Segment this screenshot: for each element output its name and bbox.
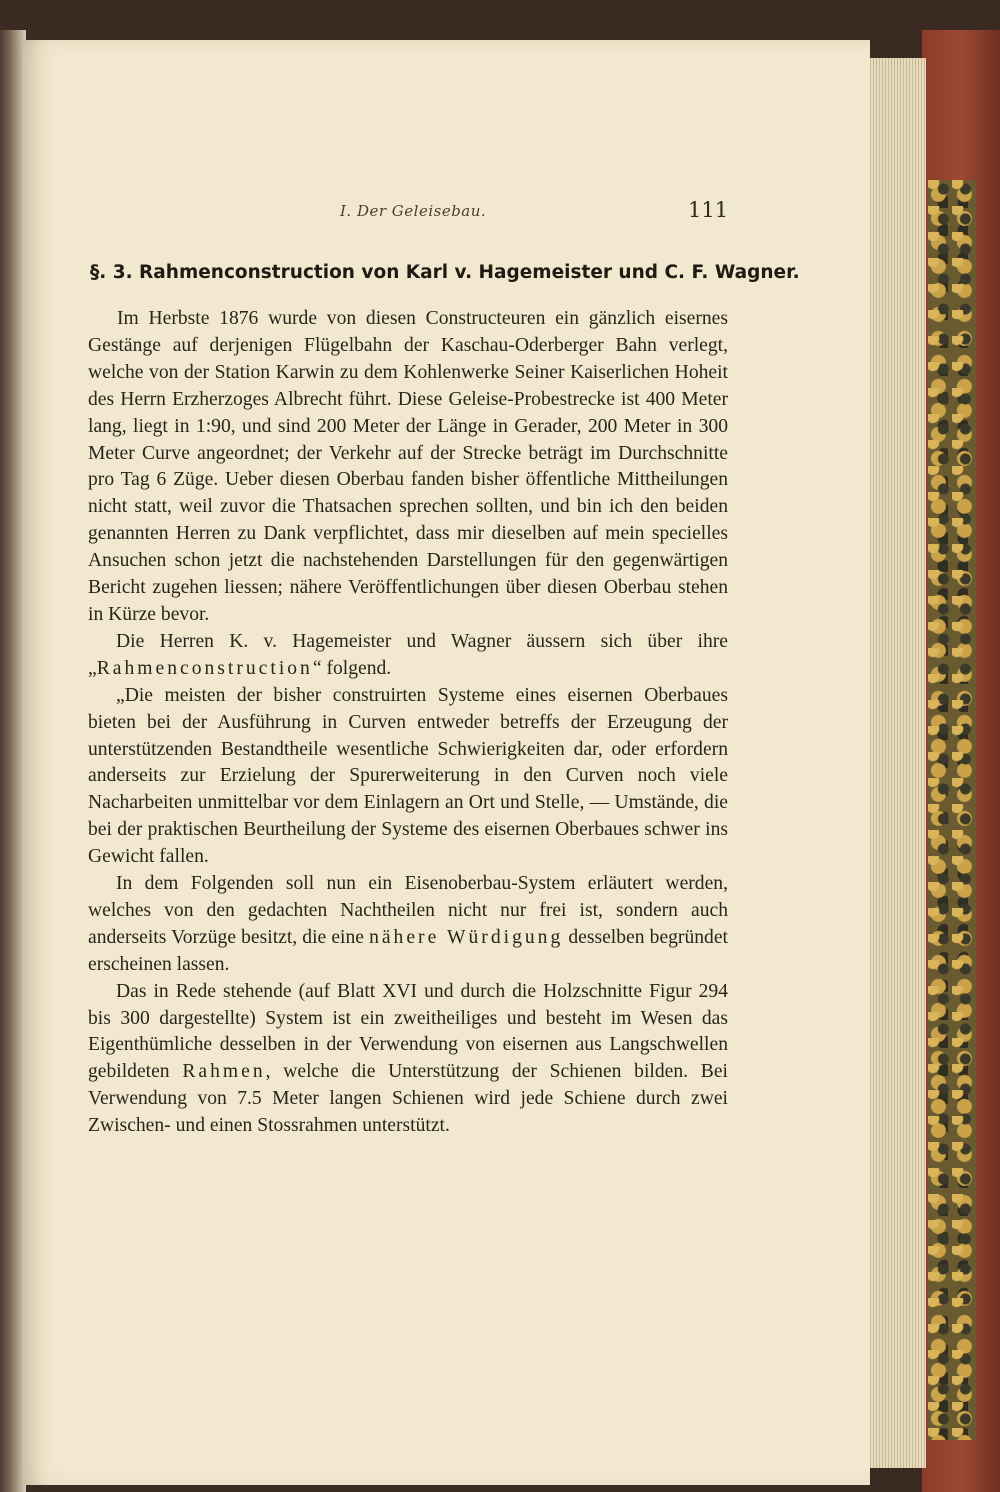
body-text xyxy=(88,306,728,1140)
paragraph-3: „Die meisten der bisher construirten Systeme eines eisernen Oberbaues bieten bei der Ausführung in Curven entweder betreffs der Erzeugung der unterstützenden Bestandtheile wesentliche Schwierigkeiten dar, oder erfordern anderseits zur Erzielung der Spurerweiterung in den Curven noch viele Nacharbeiten unmittelbar vor dem Einlagern an Ort und Stelle, — Umstände, die bei der praktischen Beurtheilung der Systeme des eisernen Oberbaues schwer ins Gewicht fallen. xyxy=(88,684,728,868)
spaced-term: Rahmenconstruction xyxy=(96,657,313,679)
section-heading: §. 3. Rahmenconstruction von Karl v. Hagemeister und C. F. Wagner. xyxy=(90,262,800,283)
spaced-term: nähere Würdigung xyxy=(369,926,564,948)
spaced-term: Rahmen xyxy=(182,1061,266,1083)
page-edges xyxy=(862,58,926,1468)
page-number: 111 xyxy=(688,198,729,222)
running-head: I. Der Geleisebau. xyxy=(340,202,487,220)
marbled-endpaper xyxy=(928,180,976,1440)
paragraph-5: Das in Rede stehende (auf Blatt XVI und durch die Holzschnitte Figur 294 bis 300 dargestellte) System ist ein zweitheiliges und besteht im Wesen das Eigenthümliche desselben in der Verwendung von eisernen aus Langschwellen gebildeten Rahmen, welche die Unterstützung der Schienen bilden. Bei Verwendung von 7.5 Meter langen Schienen wird jede Schiene durch zwei Zwischen- und einen Stossrahmen unterstützt. xyxy=(88,980,728,1137)
paragraph-2: Die Herren K. v. Hagemeister und Wagner äussern sich über ihre „Rahmenconstruction“ folgend. xyxy=(88,630,728,679)
paragraph-4: In dem Folgenden soll nun ein Eisenoberbau-System erläutert werden, welches von den gedachten Nachtheilen nicht nur frei ist, sondern auch anderseits Vorzüge besitzt, die eine nähere Würdigung desselben begründet erscheinen lassen. xyxy=(88,873,728,975)
paragraph-1: Im Herbste 1876 wurde von diesen Constructeuren ein gänzlich eisernes Gestänge auf derjenigen Flügelbahn der Kaschau-Oderberger Bahn verlegt, welche von der Station Karwin zu dem Kohlenwerke Seiner Kaiserlichen Hoheit des Herrn Erzherzoges Albrecht führt. Diese Geleise-Probestrecke ist 400 Meter lang, liegt in 1:90, und sind 200 Meter der Länge in Gerader, 200 Meter in 300 Meter Curve angeordnet; der Verkehr auf der Strecke beträgt im Durchschnitte pro Tag 6 Züge. Ueber diesen Oberbau fanden bisher öffentliche Mittheilungen nicht statt, weil zuvor die Thatsachen sprechen sollten, und bin ich den beiden genannten Herren zu Dank verpflichtet, dass mir dieselben auf mein specielles Ansuchen schon jetzt die nachstehenden Darstellungen für den gegenwärtigen Bericht zugehen liessen; nähere Veröffentlichungen über diesen Oberbau stehen in Kürze bevor. xyxy=(88,308,728,625)
